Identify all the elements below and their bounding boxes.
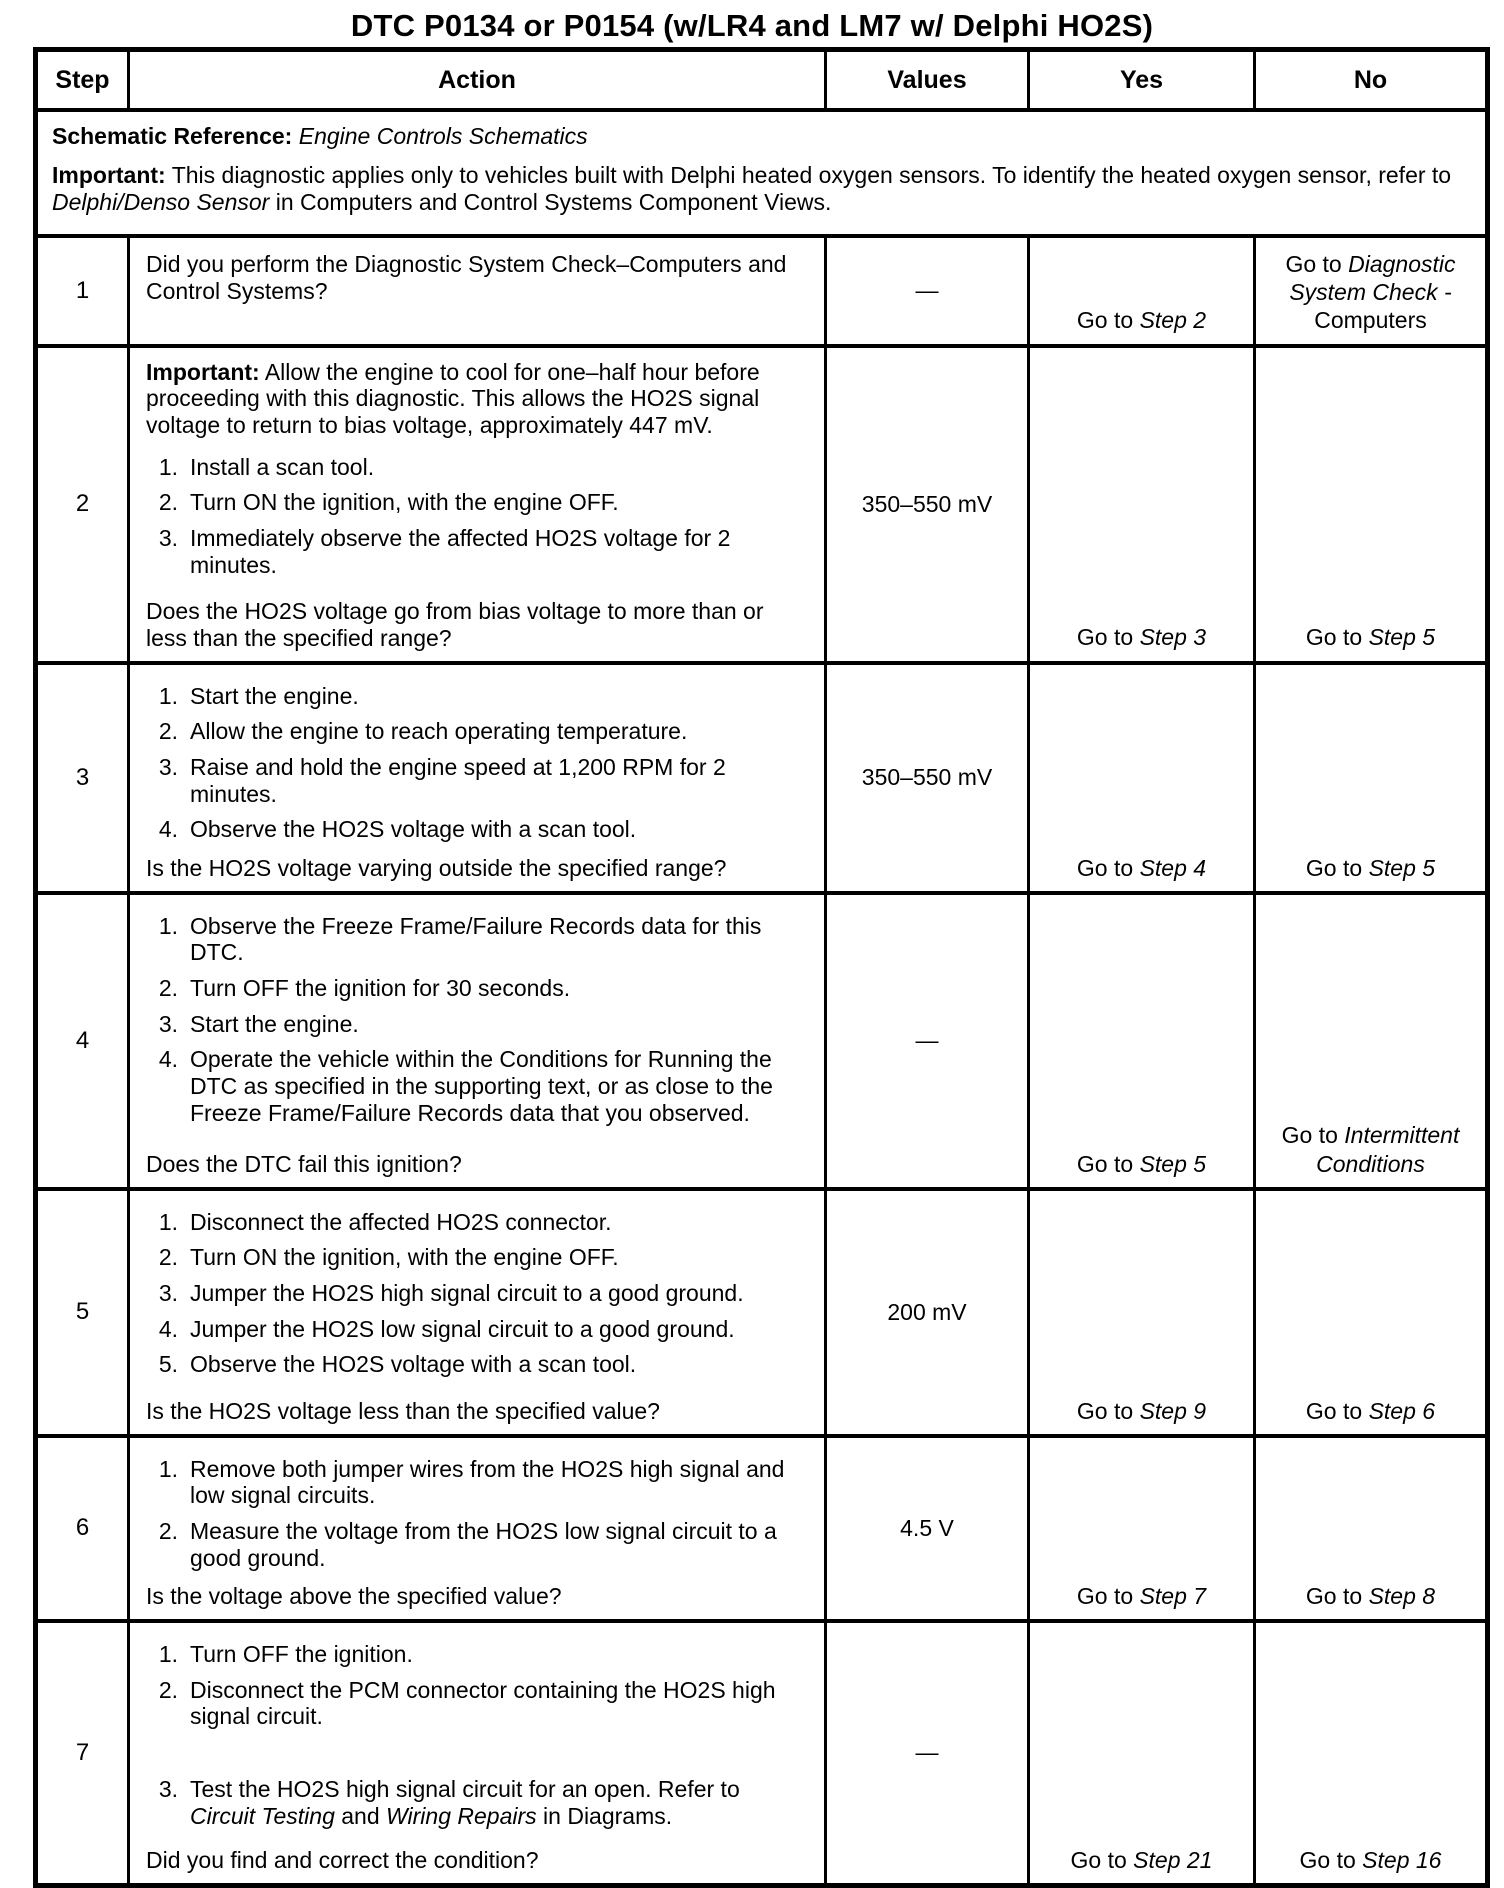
action-item-number: 2. xyxy=(158,1676,178,1703)
action-item xyxy=(146,1776,810,1829)
values-text: 200 mV xyxy=(887,1298,967,1325)
step-number: 4 xyxy=(75,1026,90,1054)
no-cell xyxy=(1256,1191,1485,1434)
values-text: 350–550 mV xyxy=(861,764,993,791)
text: Go to xyxy=(1299,1846,1363,1873)
italic-text: Delphi/Denso Sensor xyxy=(52,189,270,216)
table-row xyxy=(38,1438,1485,1623)
text: Turn ON the ignition, with the engine OFF. xyxy=(190,1244,619,1271)
yes-cell xyxy=(1030,1438,1256,1619)
yes-goto-text xyxy=(1077,854,1206,882)
text: Go to xyxy=(1305,1397,1369,1424)
action-item-text xyxy=(190,816,810,843)
action-item xyxy=(146,683,810,710)
yes-cell xyxy=(1030,238,1256,343)
italic-text: Step 16 xyxy=(1362,1846,1442,1873)
values-cell xyxy=(827,238,1030,343)
action-item-text xyxy=(190,1280,810,1307)
important-text xyxy=(52,162,1451,215)
table-row xyxy=(38,348,1485,665)
action-item-number: 4. xyxy=(158,1315,178,1342)
action-item xyxy=(146,1316,810,1343)
yes-goto-text xyxy=(1071,1846,1213,1874)
yes-cell xyxy=(1030,1191,1256,1434)
text: and xyxy=(334,1802,387,1829)
no-goto-text xyxy=(1306,854,1435,882)
no-cell xyxy=(1256,895,1485,1187)
action-item-number: 2. xyxy=(158,1517,178,1544)
values-cell xyxy=(827,348,1030,661)
text: Go to xyxy=(1076,854,1140,881)
no-goto-text xyxy=(1266,1121,1475,1177)
action-intro-label: Important: xyxy=(146,358,260,385)
column-header-no: No xyxy=(1353,65,1388,94)
text: Go to xyxy=(1076,1397,1140,1424)
action-item xyxy=(146,1351,810,1378)
no-goto-text xyxy=(1306,1582,1435,1610)
column-header-step: Step xyxy=(38,52,130,108)
text: Jumper the HO2S low signal circuit to a good ground. xyxy=(190,1315,735,1342)
action-item-text xyxy=(190,1209,810,1236)
diagnostic-table xyxy=(33,47,1490,1888)
table-row xyxy=(38,895,1485,1191)
step-cell xyxy=(38,895,130,1187)
action-cell xyxy=(130,895,827,1187)
action-question: Does the HO2S voltage go from bias voltage to more than or less than the specified range? xyxy=(146,598,764,651)
no-cell xyxy=(1256,665,1485,891)
no-cell xyxy=(1256,348,1485,661)
step-cell xyxy=(38,665,130,891)
action-item-number: 4. xyxy=(158,1046,178,1073)
action-item xyxy=(146,1209,810,1236)
text: Remove both jumper wires from the HO2S high signal and low signal circuits. xyxy=(190,1455,785,1509)
action-question: Is the HO2S voltage varying outside the specified range? xyxy=(146,854,727,881)
action-item-number: 3. xyxy=(158,1010,178,1037)
table-row xyxy=(38,1191,1485,1438)
action-item xyxy=(146,1518,810,1571)
text: Go to xyxy=(1070,1846,1134,1873)
action-item-number: 2. xyxy=(158,718,178,745)
action-item-number: 2. xyxy=(158,1244,178,1271)
italic-text: Step 5 xyxy=(1139,1150,1207,1177)
italic-text: Intermittent Conditions xyxy=(1316,1122,1460,1177)
step-cell xyxy=(38,238,130,343)
action-item xyxy=(146,1280,810,1307)
action-item-text xyxy=(190,913,810,966)
action-cell xyxy=(130,348,827,661)
italic-text: Step 5 xyxy=(1368,624,1436,651)
action-item-number: 1. xyxy=(158,1455,178,1482)
step-number: 2 xyxy=(75,490,90,518)
action-question: Is the HO2S voltage less than the specified value? xyxy=(146,1397,660,1424)
action-item xyxy=(146,754,810,807)
text: Raise and hold the engine speed at 1,200 RPM for 2 minutes. xyxy=(190,753,726,807)
text: in Diagrams. xyxy=(536,1802,673,1829)
action-item-text xyxy=(190,454,810,481)
action-item-number: 3. xyxy=(158,1279,178,1306)
italic-text: Step 21 xyxy=(1133,1846,1213,1873)
values-cell xyxy=(827,1191,1030,1434)
text: Go to xyxy=(1076,307,1140,334)
no-goto-text xyxy=(1300,1846,1442,1874)
text: Observe the Freeze Frame/Failure Records data for this DTC. xyxy=(190,912,762,966)
action-item-text xyxy=(190,1776,810,1829)
text: Disconnect the affected HO2S connector. xyxy=(190,1208,612,1235)
action-item xyxy=(146,525,810,578)
no-goto-text xyxy=(1306,623,1435,651)
text: Observe the HO2S voltage with a scan tool. xyxy=(190,1351,637,1378)
action-text: Did you perform the Diagnostic System Check–Computers and Control Systems? xyxy=(146,251,787,305)
action-question: Is the voltage above the specified value? xyxy=(146,1583,562,1610)
step-number: 3 xyxy=(75,763,90,791)
step-cell xyxy=(38,1438,130,1619)
action-item-text xyxy=(190,1244,810,1271)
action-item-number: 4. xyxy=(158,816,178,843)
important-label: Important: xyxy=(52,162,166,189)
step-cell xyxy=(38,1191,130,1434)
text: Go to xyxy=(1305,624,1369,651)
action-item xyxy=(146,1456,810,1509)
action-item-number: 1. xyxy=(158,682,178,709)
yes-cell xyxy=(1030,665,1256,891)
italic-text: Step 2 xyxy=(1139,307,1207,334)
action-item-text xyxy=(190,718,810,745)
action-cell xyxy=(130,238,827,343)
action-item-text xyxy=(190,1351,810,1378)
yes-cell xyxy=(1030,348,1256,661)
text: Measure the voltage from the HO2S low signal circuit to a good ground. xyxy=(190,1517,777,1571)
action-item xyxy=(146,816,810,843)
italic-text: Step 8 xyxy=(1368,1582,1436,1609)
values-cell xyxy=(827,1438,1030,1619)
italic-text: Step 7 xyxy=(1139,1582,1207,1609)
action-item-number: 1. xyxy=(158,912,178,939)
yes-goto-text xyxy=(1077,1582,1206,1610)
action-item-number: 2. xyxy=(158,489,178,516)
italic-text: Diagnostic System Check - xyxy=(1289,251,1456,306)
action-cell xyxy=(130,1191,827,1434)
text: This diagnostic applies only to vehicles built with Delphi heated oxygen sensors. To identify the heated oxygen sensor, refer to xyxy=(171,162,1452,189)
text: Turn OFF the ignition. xyxy=(190,1640,413,1667)
step-number: 6 xyxy=(75,1514,90,1542)
action-question: Did you find and correct the condition? xyxy=(146,1847,539,1874)
text: Observe the HO2S voltage with a scan tool. xyxy=(190,816,637,843)
text: Immediately observe the affected HO2S voltage for 2 minutes. xyxy=(190,524,731,578)
action-item xyxy=(146,1677,810,1730)
text: Jumper the HO2S high signal circuit to a good ground. xyxy=(190,1279,744,1306)
text: Go to xyxy=(1076,624,1140,651)
text: in Computers and Control Systems Component Views. xyxy=(269,189,832,216)
values-text: — xyxy=(915,1739,939,1766)
step-number: 5 xyxy=(75,1298,90,1326)
schematic-reference-label: Schematic Reference: xyxy=(52,123,293,149)
schematic-reference xyxy=(52,123,1471,150)
action-item-number: 3. xyxy=(158,753,178,780)
text: Go to xyxy=(1305,854,1369,881)
yes-goto-text xyxy=(1077,306,1206,334)
action-item-text xyxy=(190,1316,810,1343)
text: Test the HO2S high signal circuit for an open. Refer to xyxy=(190,1775,740,1802)
action-item-text xyxy=(190,525,810,578)
step-number: 1 xyxy=(75,276,90,304)
action-intro-text: Allow the engine to cool for one–half hour before proceeding with this diagnostic. This allows the HO2S signal voltage to return to bias voltage, approximately 447 mV. xyxy=(146,358,760,438)
action-item-number: 1. xyxy=(158,453,178,480)
info-row xyxy=(38,112,1485,238)
italic-text: Step 4 xyxy=(1139,854,1207,881)
step-cell xyxy=(38,1623,130,1883)
action-item-number: 5. xyxy=(158,1351,178,1378)
action-cell xyxy=(130,1623,827,1883)
action-item-number: 3. xyxy=(158,524,178,551)
yes-cell xyxy=(1030,1623,1256,1883)
yes-goto-text xyxy=(1077,1397,1206,1425)
text: Go to xyxy=(1285,251,1349,278)
action-item xyxy=(146,489,810,516)
text: Allow the engine to reach operating temperature. xyxy=(190,718,688,745)
action-item xyxy=(146,1046,810,1126)
action-item-number: 1. xyxy=(158,1208,178,1235)
text: Go to xyxy=(1281,1122,1345,1149)
action-item-text xyxy=(190,975,810,1002)
action-item xyxy=(146,975,810,1002)
values-text: — xyxy=(915,277,939,304)
action-cell xyxy=(130,665,827,891)
values-cell xyxy=(827,895,1030,1187)
step-number: 7 xyxy=(75,1738,90,1766)
table-header-row xyxy=(38,52,1485,112)
text: Start the engine. xyxy=(190,1010,359,1037)
text: Go to xyxy=(1076,1150,1140,1177)
table-row xyxy=(38,1623,1485,1883)
no-cell xyxy=(1256,1438,1485,1619)
values-cell xyxy=(827,1623,1030,1883)
action-item xyxy=(146,913,810,966)
action-item-text xyxy=(190,489,810,516)
no-cell xyxy=(1256,238,1485,343)
action-item-number: 1. xyxy=(158,1640,178,1667)
action-item xyxy=(146,1244,810,1271)
italic-text: Circuit Testing xyxy=(190,1802,335,1829)
text: Go to xyxy=(1076,1582,1140,1609)
action-item-text xyxy=(190,1046,810,1126)
action-item-number: 2. xyxy=(158,974,178,1001)
column-header-values: Values xyxy=(827,52,1030,108)
values-text: 4.5 V xyxy=(900,1514,954,1541)
step-cell xyxy=(38,348,130,661)
important-note xyxy=(52,162,1471,216)
action-item-text xyxy=(190,1011,810,1038)
action-item-text xyxy=(190,1641,810,1668)
column-header-yes: Yes xyxy=(1030,52,1256,108)
action-item xyxy=(146,718,810,745)
values-text: — xyxy=(915,1027,939,1054)
table-body xyxy=(38,238,1485,1883)
text: Install a scan tool. xyxy=(190,453,375,480)
text: Turn ON the ignition, with the engine OFF. xyxy=(190,489,619,516)
text: Operate the vehicle within the Conditions for Running the DTC as specified in the supporting text, or as close to the Freeze Frame/Failure Records data that you observed. xyxy=(190,1046,773,1126)
no-goto-text xyxy=(1306,1397,1435,1425)
action-item xyxy=(146,1641,810,1668)
table-row xyxy=(38,238,1485,347)
values-text: 350–550 mV xyxy=(861,490,993,517)
action-question: Does the DTC fail this ignition? xyxy=(146,1150,462,1177)
yes-cell xyxy=(1030,895,1256,1187)
action-intro xyxy=(146,359,810,439)
text: Go to xyxy=(1305,1582,1369,1609)
page-title: DTC P0134 or P0154 (w/LR4 and LM7 w/ Delphi HO2S) xyxy=(350,8,1154,43)
text: Turn OFF the ignition for 30 seconds. xyxy=(190,974,571,1001)
no-cell xyxy=(1256,1623,1485,1883)
italic-text: Step 5 xyxy=(1368,854,1436,881)
no-goto-text xyxy=(1266,250,1475,334)
action-item-text xyxy=(190,754,810,807)
action-item-text xyxy=(190,1518,810,1571)
italic-text: Step 3 xyxy=(1139,624,1207,651)
action-item-text xyxy=(190,683,810,710)
italic-text: Wiring Repairs xyxy=(386,1802,537,1829)
info-cell xyxy=(38,112,1485,234)
yes-goto-text xyxy=(1077,623,1206,651)
italic-text: Step 9 xyxy=(1139,1397,1207,1424)
text: Start the engine. xyxy=(190,682,359,709)
text: Disconnect the PCM connector containing the HO2S high signal circuit. xyxy=(190,1676,776,1730)
action-cell xyxy=(130,1438,827,1619)
text: Computers xyxy=(1314,307,1427,334)
italic-text: Step 6 xyxy=(1368,1397,1436,1424)
yes-goto-text xyxy=(1077,1150,1206,1178)
column-header-action: Action xyxy=(130,52,827,108)
action-item-text xyxy=(190,1677,810,1730)
schematic-reference-value: Engine Controls Schematics xyxy=(298,123,588,149)
action-item xyxy=(146,454,810,481)
action-item-number: 3. xyxy=(158,1775,178,1802)
values-cell xyxy=(827,665,1030,891)
action-item-text xyxy=(190,1456,810,1509)
action-item xyxy=(146,1011,810,1038)
table-row xyxy=(38,665,1485,895)
